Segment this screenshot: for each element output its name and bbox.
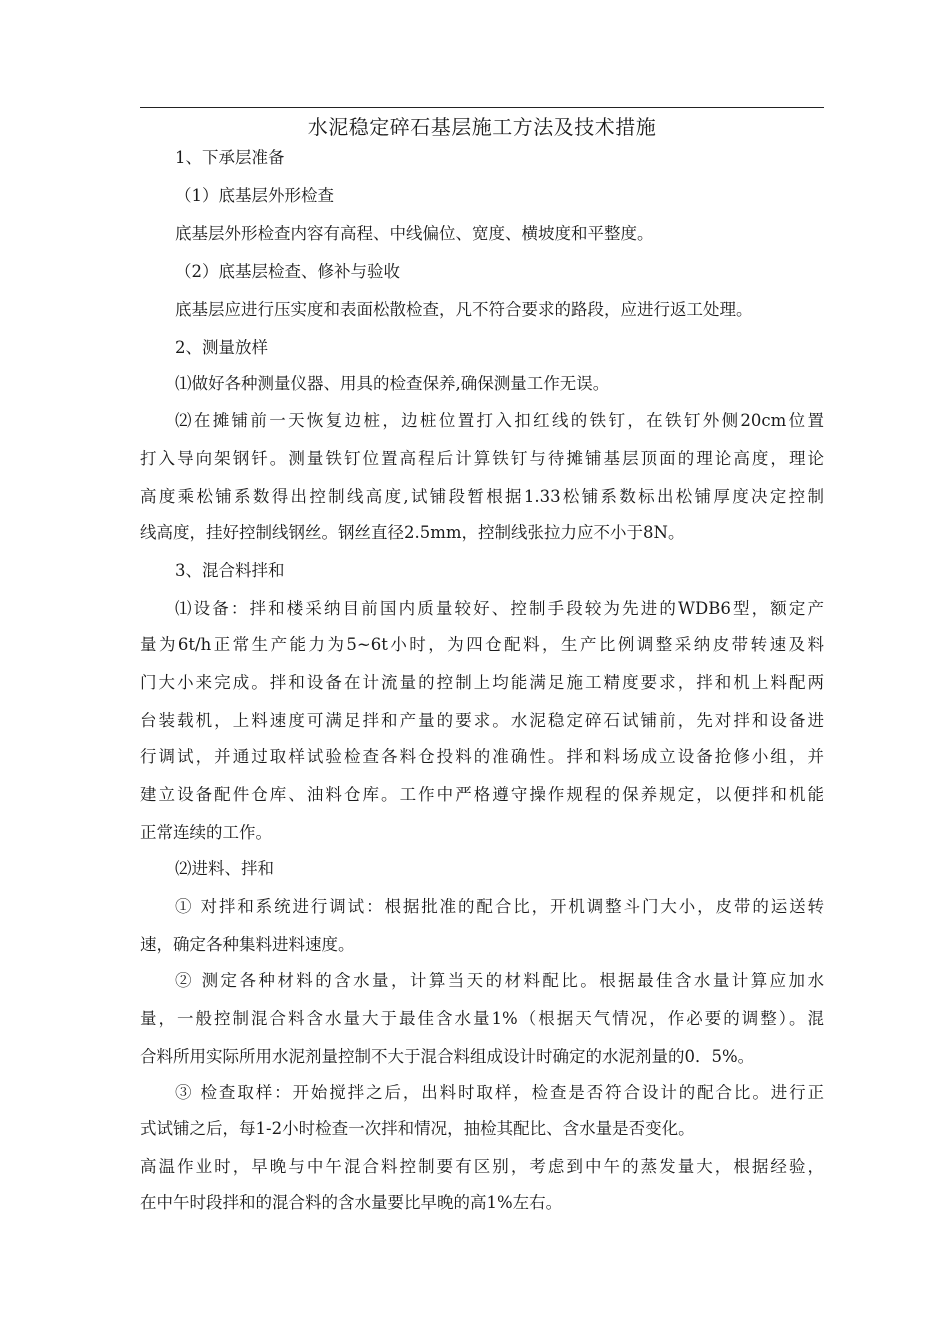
paragraph-line: 量为6t/h正常生产能力为5~6t小时，为四仓配料，生产比例调整采纳皮带转速及料 — [140, 635, 824, 654]
header-rule — [140, 107, 824, 108]
paragraph-line: 量，一般控制混合料含水量大于最佳含水量1%（根据天气情况，作必要的调整）。混 — [140, 1009, 824, 1028]
paragraph-line: ⑴做好各种测量仪器、用具的检查保养,确保测量工作无误。 — [175, 374, 610, 393]
paragraph-line: 高度乘松铺系数得出控制线高度,试铺段暂根据1.33松铺系数标出松铺厚度决定控制 — [140, 487, 824, 506]
paragraph-line: ⑴设备：拌和楼采纳目前国内质量较好、控制手段较为先进的WDB6型，额定产 — [175, 599, 824, 618]
paragraph-line: 底基层外形检查内容有高程、中线偏位、宽度、横坡度和平整度。 — [175, 224, 654, 243]
subsection-heading: ⑵进料、拌和 — [175, 859, 274, 878]
paragraph-line: 在中午时段拌和的混合料的含水量要比早晚的高1%左右。 — [140, 1193, 563, 1212]
paragraph-line: ② 测定各种材料的含水量，计算当天的材料配比。根据最佳含水量计算应加水 — [175, 971, 824, 990]
paragraph-line: ③ 检查取样：开始搅拌之后，出料时取样，检查是否符合设计的配合比。进行正 — [175, 1083, 824, 1102]
paragraph-line: 合料所用实际所用水泥剂量控制不大于混合料组成设计时确定的水泥剂量的0．5%。 — [140, 1047, 755, 1066]
paragraph-line: 底基层应进行压实度和表面松散检查，凡不符合要求的路段，应进行返工处理。 — [175, 300, 753, 319]
section-heading: 1、下承层准备 — [175, 148, 285, 167]
paragraph-line: ⑵在摊铺前一天恢复边桩，边桩位置打入扣红线的铁钉，在铁钉外侧20cm位置 — [175, 411, 824, 430]
paragraph-line: 线高度，挂好控制线钢丝。钢丝直径2.5mm，控制线张拉力应不小于8N。 — [140, 523, 685, 542]
paragraph-line: 式试铺之后，每1-2小时检查一次拌和情况，抽检其配比、含水量是否变化。 — [140, 1119, 695, 1138]
section-heading: 2、测量放样 — [175, 338, 268, 357]
paragraph-line: 高温作业时，早晚与中午混合料控制要有区别，考虑到中午的蒸发量大，根据经验， — [140, 1157, 824, 1176]
paragraph-line: ① 对拌和系统进行调试：根据批准的配合比，开机调整斗门大小，皮带的运送转 — [175, 897, 824, 916]
paragraph-line: 打入导向架钢钎。测量铁钉位置高程后计算铁钉与待摊铺基层顶面的理论高度，理论 — [140, 449, 824, 468]
paragraph-line: 台装载机，上料速度可满足拌和产量的要求。水泥稳定碎石试铺前，先对拌和设备进 — [140, 711, 824, 730]
page-title: 水泥稳定碎石基层施工方法及技术措施 — [307, 115, 657, 139]
paragraph-line: 门大小来完成。拌和设备在计流量的控制上均能满足施工精度要求，拌和机上料配两 — [140, 673, 824, 692]
subsection-heading: （1）底基层外形检查 — [175, 186, 334, 205]
section-heading: 3、混合料拌和 — [175, 561, 285, 580]
paragraph-line: 建立设备配件仓库、油料仓库。工作中严格遵守操作规程的保养规定，以便拌和机能 — [140, 785, 824, 804]
subsection-heading: （2）底基层检查、修补与验收 — [175, 262, 400, 281]
paragraph-line: 正常连续的工作。 — [140, 823, 272, 842]
paragraph-line: 速，确定各种集料进料速度。 — [140, 935, 355, 954]
paragraph-line: 行调试，并通过取样试验检查各料仓投料的准确性。拌和料场成立设备抢修小组，并 — [140, 747, 824, 766]
